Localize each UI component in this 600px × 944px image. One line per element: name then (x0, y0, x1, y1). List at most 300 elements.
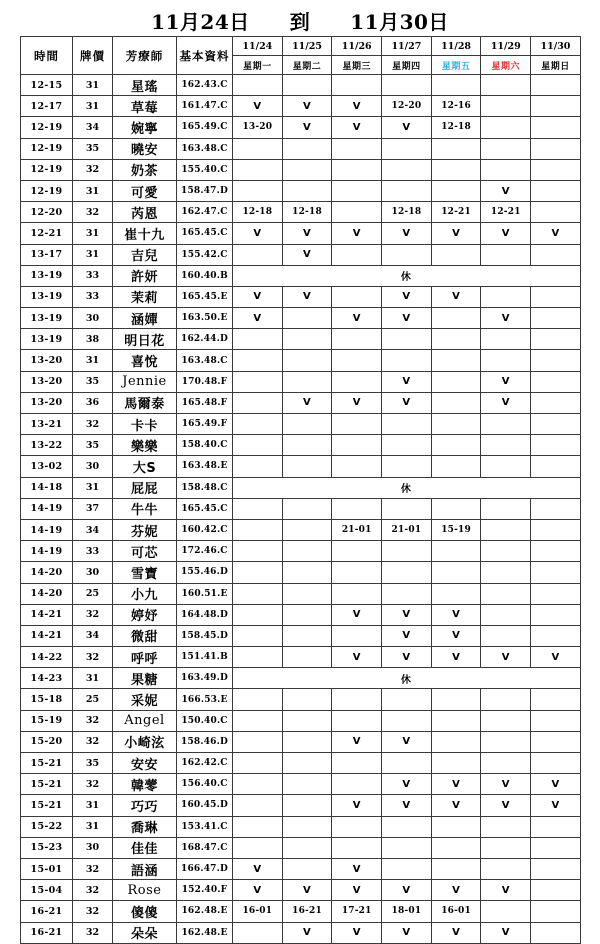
day-cell[interactable] (332, 371, 382, 392)
day-cell[interactable] (481, 498, 531, 519)
row-basic-info: 158.46.D (177, 731, 233, 752)
day-cell[interactable] (481, 456, 531, 477)
day-cell-mark[interactable]: V (431, 286, 481, 307)
day-cell[interactable] (282, 498, 332, 519)
day-cell[interactable] (332, 753, 382, 774)
day-cell[interactable] (332, 202, 382, 223)
day-cell-mark[interactable]: V (382, 371, 432, 392)
day-cell-mark[interactable]: V (481, 180, 531, 201)
day-cell[interactable] (481, 286, 531, 307)
day-cell[interactable] (233, 498, 283, 519)
day-cell[interactable] (382, 816, 432, 837)
day-cell[interactable] (332, 456, 382, 477)
day-cell-mark[interactable]: V (481, 647, 531, 668)
row-therapist-name: 小崎泫 (113, 731, 177, 752)
day-cell[interactable] (233, 138, 283, 159)
day-cell[interactable] (382, 837, 432, 858)
day-cell[interactable] (332, 774, 382, 795)
day-cell[interactable] (481, 519, 531, 540)
day-cell[interactable] (431, 308, 481, 329)
day-cell[interactable] (531, 858, 581, 879)
day-cell[interactable] (481, 625, 531, 646)
day-cell[interactable] (431, 350, 481, 371)
day-cell[interactable] (531, 541, 581, 562)
day-cell-mark[interactable]: V (481, 880, 531, 901)
day-cell[interactable] (382, 244, 432, 265)
day-cell[interactable]: 16-21 (282, 901, 332, 922)
day-cell-mark[interactable]: V (382, 731, 432, 752)
day-cell[interactable] (382, 435, 432, 456)
day-cell-mark[interactable]: V (382, 922, 432, 943)
row-time: 15-19 (21, 710, 73, 731)
row-time: 14-19 (21, 519, 73, 540)
row-therapist-name: 喜悅 (113, 350, 177, 371)
day-cell[interactable] (481, 350, 531, 371)
day-cell[interactable] (332, 562, 382, 583)
day-cell[interactable] (233, 731, 283, 752)
day-cell[interactable] (431, 498, 481, 519)
day-cell[interactable]: 12-21 (431, 202, 481, 223)
day-cell[interactable] (233, 456, 283, 477)
row-basic-info: 158.47.D (177, 180, 233, 201)
row-time: 15-21 (21, 753, 73, 774)
day-cell-mark[interactable]: V (382, 117, 432, 138)
day-cell-mark[interactable]: V (382, 392, 432, 413)
day-cell-mark[interactable]: V (282, 117, 332, 138)
day-cell[interactable] (481, 435, 531, 456)
row-price: 32 (73, 731, 113, 752)
table-row (21, 795, 581, 816)
day-cell[interactable] (481, 414, 531, 435)
day-cell[interactable] (233, 244, 283, 265)
day-cell[interactable] (481, 858, 531, 879)
day-cell[interactable] (431, 75, 481, 96)
row-time: 14-20 (21, 562, 73, 583)
day-cell[interactable] (431, 414, 481, 435)
day-cell[interactable]: 12-20 (382, 96, 432, 117)
day-cell[interactable] (233, 604, 283, 625)
day-cell[interactable] (332, 286, 382, 307)
day-cell[interactable] (431, 329, 481, 350)
day-cell-mark[interactable]: V (382, 308, 432, 329)
day-cell[interactable] (481, 244, 531, 265)
day-cell[interactable] (282, 456, 332, 477)
day-cell[interactable] (332, 350, 382, 371)
day-cell[interactable] (332, 435, 382, 456)
day-cell[interactable] (332, 498, 382, 519)
day-cell[interactable] (431, 244, 481, 265)
day-cell-mark[interactable]: V (332, 880, 382, 901)
day-cell[interactable] (531, 625, 581, 646)
day-cell[interactable] (233, 159, 283, 180)
day-cell[interactable] (282, 519, 332, 540)
day-cell-mark[interactable]: V (531, 795, 581, 816)
row-basic-info: 168.47.C (177, 837, 233, 858)
day-cell[interactable] (481, 583, 531, 604)
day-cell[interactable] (382, 753, 432, 774)
day-cell[interactable] (431, 816, 481, 837)
row-price: 25 (73, 689, 113, 710)
day-cell[interactable] (282, 371, 332, 392)
row-price: 35 (73, 138, 113, 159)
day-cell[interactable] (233, 180, 283, 201)
day-cell[interactable] (382, 350, 432, 371)
row-time: 15-22 (21, 816, 73, 837)
day-cell[interactable]: 16-01 (233, 901, 283, 922)
day-cell-mark[interactable]: V (382, 223, 432, 244)
day-cell[interactable] (531, 75, 581, 96)
day-cell[interactable] (332, 75, 382, 96)
day-cell[interactable] (233, 75, 283, 96)
day-cell[interactable] (481, 117, 531, 138)
day-cell[interactable] (282, 710, 332, 731)
day-cell[interactable] (282, 562, 332, 583)
day-cell[interactable] (531, 710, 581, 731)
day-cell-mark[interactable]: V (282, 244, 332, 265)
day-cell[interactable] (233, 625, 283, 646)
day-cell[interactable] (282, 753, 332, 774)
day-cell[interactable] (382, 159, 432, 180)
day-cell-mark[interactable]: V (233, 286, 283, 307)
row-price: 32 (73, 880, 113, 901)
day-cell[interactable] (481, 159, 531, 180)
row-basic-info: 161.47.C (177, 96, 233, 117)
day-cell-mark[interactable]: V (431, 625, 481, 646)
day-cell[interactable] (431, 456, 481, 477)
day-cell-mark[interactable]: V (282, 392, 332, 413)
day-cell[interactable] (332, 138, 382, 159)
day-cell[interactable] (531, 244, 581, 265)
day-cell[interactable] (481, 75, 531, 96)
day-cell[interactable] (431, 159, 481, 180)
day-cell[interactable] (282, 625, 332, 646)
day-cell-mark[interactable]: V (431, 795, 481, 816)
day-cell-mark[interactable]: V (431, 922, 481, 943)
day-cell[interactable] (233, 435, 283, 456)
day-cell[interactable]: 18-01 (382, 901, 432, 922)
day-cell[interactable] (431, 138, 481, 159)
day-cell[interactable] (531, 922, 581, 943)
day-cell[interactable] (282, 816, 332, 837)
day-cell[interactable] (431, 837, 481, 858)
day-cell[interactable] (531, 202, 581, 223)
day-cell-mark[interactable]: V (332, 604, 382, 625)
day-cell[interactable] (282, 138, 332, 159)
day-cell[interactable] (233, 753, 283, 774)
day-cell-mark[interactable]: V (282, 96, 332, 117)
day-cell[interactable] (431, 753, 481, 774)
row-therapist-name: 牛牛 (113, 498, 177, 519)
day-cell-mark[interactable]: V (233, 223, 283, 244)
day-cell[interactable] (233, 350, 283, 371)
day-cell[interactable] (282, 774, 332, 795)
day-cell-mark[interactable]: V (382, 286, 432, 307)
day-cell[interactable] (382, 414, 432, 435)
day-cell[interactable] (431, 858, 481, 879)
day-cell[interactable] (431, 731, 481, 752)
day-cell[interactable] (233, 392, 283, 413)
day-cell-mark[interactable]: V (282, 223, 332, 244)
day-cell-mark[interactable]: V (382, 795, 432, 816)
header-date-1129: 11/29 (481, 37, 531, 56)
day-cell-mark[interactable]: V (332, 731, 382, 752)
day-cell[interactable]: 21-01 (382, 519, 432, 540)
day-cell[interactable] (282, 604, 332, 625)
day-cell[interactable] (332, 180, 382, 201)
day-cell[interactable] (531, 392, 581, 413)
day-cell-mark[interactable]: V (332, 117, 382, 138)
row-basic-info: 162.48.E (177, 901, 233, 922)
day-cell[interactable] (531, 562, 581, 583)
day-cell[interactable] (531, 753, 581, 774)
day-cell-mark[interactable]: V (481, 223, 531, 244)
day-cell[interactable] (382, 329, 432, 350)
day-cell[interactable] (481, 604, 531, 625)
day-cell-mark[interactable]: V (481, 795, 531, 816)
header-weekday-thursday: 星期四 (382, 56, 432, 75)
day-cell[interactable] (332, 244, 382, 265)
day-cell-mark[interactable]: V (431, 774, 481, 795)
day-cell[interactable] (431, 689, 481, 710)
day-cell[interactable] (282, 858, 332, 879)
day-cell[interactable] (382, 498, 432, 519)
day-cell[interactable] (282, 689, 332, 710)
day-cell[interactable] (282, 350, 332, 371)
day-cell[interactable] (431, 541, 481, 562)
day-cell[interactable] (332, 329, 382, 350)
day-cell[interactable] (282, 414, 332, 435)
day-cell[interactable] (431, 371, 481, 392)
day-cell[interactable] (282, 583, 332, 604)
day-cell[interactable] (382, 75, 432, 96)
day-cell[interactable]: 12-18 (282, 202, 332, 223)
day-cell-mark[interactable]: V (531, 223, 581, 244)
day-cell[interactable] (431, 392, 481, 413)
day-cell-mark[interactable]: V (431, 604, 481, 625)
day-cell[interactable] (233, 541, 283, 562)
day-cell-mark[interactable]: V (431, 880, 481, 901)
day-cell[interactable] (531, 435, 581, 456)
row-therapist-name: 語涵 (113, 858, 177, 879)
day-cell[interactable] (531, 456, 581, 477)
day-cell[interactable] (481, 562, 531, 583)
table-row (21, 414, 581, 435)
day-cell[interactable] (332, 837, 382, 858)
day-cell[interactable] (481, 329, 531, 350)
day-cell[interactable]: 17-21 (332, 901, 382, 922)
day-cell[interactable] (481, 731, 531, 752)
day-cell[interactable] (233, 371, 283, 392)
day-cell[interactable] (382, 180, 432, 201)
day-cell[interactable]: 12-21 (481, 202, 531, 223)
day-cell[interactable] (282, 647, 332, 668)
day-cell-mark[interactable]: V (233, 308, 283, 329)
day-cell[interactable] (531, 689, 581, 710)
day-cell-mark[interactable]: V (332, 223, 382, 244)
day-cell-mark[interactable]: V (382, 625, 432, 646)
day-cell-mark[interactable]: V (332, 922, 382, 943)
day-cell[interactable] (531, 816, 581, 837)
day-cell[interactable] (531, 138, 581, 159)
day-cell-mark[interactable]: V (233, 858, 283, 879)
row-price: 38 (73, 329, 113, 350)
day-cell[interactable] (233, 795, 283, 816)
day-cell[interactable] (282, 159, 332, 180)
day-cell[interactable] (481, 138, 531, 159)
day-cell[interactable] (481, 901, 531, 922)
day-cell[interactable] (431, 435, 481, 456)
day-cell[interactable] (233, 710, 283, 731)
day-cell[interactable] (431, 562, 481, 583)
day-cell[interactable] (382, 710, 432, 731)
day-cell[interactable] (332, 159, 382, 180)
day-cell[interactable] (233, 329, 283, 350)
day-cell[interactable] (233, 689, 283, 710)
day-cell[interactable] (382, 541, 432, 562)
day-cell[interactable]: 13-20 (233, 117, 283, 138)
day-cell[interactable] (332, 689, 382, 710)
day-cell[interactable] (332, 710, 382, 731)
day-cell-mark[interactable]: V (481, 922, 531, 943)
day-cell-mark[interactable]: V (233, 880, 283, 901)
day-cell-mark[interactable]: V (481, 308, 531, 329)
day-cell[interactable]: 12-18 (431, 117, 481, 138)
day-cell[interactable] (382, 689, 432, 710)
day-cell[interactable] (481, 837, 531, 858)
day-cell[interactable] (282, 308, 332, 329)
row-basic-info: 158.40.C (177, 435, 233, 456)
day-cell[interactable] (531, 731, 581, 752)
day-cell[interactable] (233, 414, 283, 435)
day-cell[interactable] (531, 604, 581, 625)
day-cell[interactable] (233, 774, 283, 795)
day-cell[interactable] (481, 816, 531, 837)
day-cell[interactable] (531, 117, 581, 138)
day-cell[interactable] (233, 922, 283, 943)
day-cell-mark[interactable]: V (481, 774, 531, 795)
day-cell[interactable] (431, 180, 481, 201)
day-cell[interactable] (282, 541, 332, 562)
day-cell[interactable] (531, 371, 581, 392)
table-row (21, 880, 581, 901)
day-cell[interactable] (282, 795, 332, 816)
day-cell-mark[interactable]: V (481, 392, 531, 413)
day-cell-mark[interactable]: V (382, 880, 432, 901)
day-cell[interactable] (233, 519, 283, 540)
day-cell-mark[interactable]: V (282, 922, 332, 943)
day-cell[interactable] (481, 753, 531, 774)
row-basic-info: 160.51.E (177, 583, 233, 604)
day-cell[interactable] (481, 541, 531, 562)
day-cell[interactable]: 12-18 (382, 202, 432, 223)
table-row (21, 371, 581, 392)
day-cell[interactable] (282, 435, 332, 456)
day-cell-mark[interactable]: V (382, 647, 432, 668)
row-basic-info: 162.48.E (177, 922, 233, 943)
day-cell[interactable] (282, 180, 332, 201)
day-cell[interactable] (531, 414, 581, 435)
day-cell[interactable] (531, 880, 581, 901)
day-cell-mark[interactable]: V (531, 774, 581, 795)
day-cell[interactable] (382, 562, 432, 583)
day-cell[interactable]: 16-01 (431, 901, 481, 922)
day-cell[interactable] (332, 583, 382, 604)
day-cell[interactable] (531, 837, 581, 858)
day-cell[interactable] (531, 901, 581, 922)
day-cell[interactable] (531, 159, 581, 180)
row-time: 13-17 (21, 244, 73, 265)
row-basic-info: 165.49.C (177, 117, 233, 138)
day-cell-mark[interactable]: V (431, 647, 481, 668)
day-cell[interactable] (332, 816, 382, 837)
header-row-dates (21, 37, 581, 56)
day-cell-mark[interactable]: V (382, 774, 432, 795)
day-cell[interactable] (431, 583, 481, 604)
day-cell[interactable] (431, 710, 481, 731)
day-cell[interactable] (282, 329, 332, 350)
day-cell[interactable] (332, 541, 382, 562)
day-cell[interactable] (233, 562, 283, 583)
row-price: 34 (73, 117, 113, 138)
day-cell[interactable] (382, 583, 432, 604)
day-cell[interactable] (531, 286, 581, 307)
day-cell-mark[interactable]: V (481, 371, 531, 392)
day-cell[interactable] (233, 647, 283, 668)
day-cell[interactable]: 12-18 (233, 202, 283, 223)
day-cell[interactable] (531, 96, 581, 117)
day-cell-mark[interactable]: V (332, 96, 382, 117)
day-cell-mark[interactable]: V (282, 880, 332, 901)
day-cell[interactable] (481, 710, 531, 731)
day-cell[interactable] (282, 837, 332, 858)
day-cell[interactable] (282, 75, 332, 96)
day-cell-mark[interactable]: V (332, 858, 382, 879)
day-cell[interactable] (531, 519, 581, 540)
day-cell[interactable] (282, 731, 332, 752)
day-cell-mark[interactable]: V (282, 286, 332, 307)
day-cell[interactable] (531, 329, 581, 350)
day-cell-mark[interactable]: V (332, 308, 382, 329)
day-cell-mark[interactable]: V (332, 392, 382, 413)
day-cell[interactable] (233, 583, 283, 604)
day-cell[interactable] (481, 96, 531, 117)
day-cell[interactable] (332, 625, 382, 646)
day-cell[interactable] (531, 498, 581, 519)
table-row (21, 159, 581, 180)
day-cell[interactable] (233, 837, 283, 858)
day-cell-mark[interactable]: V (382, 604, 432, 625)
row-time: 16-21 (21, 901, 73, 922)
day-cell[interactable] (531, 308, 581, 329)
day-cell[interactable] (382, 858, 432, 879)
day-cell-mark[interactable]: V (332, 795, 382, 816)
day-cell[interactable] (531, 583, 581, 604)
day-cell[interactable]: 12-16 (431, 96, 481, 117)
day-cell[interactable] (382, 138, 432, 159)
day-cell[interactable] (531, 350, 581, 371)
day-cell[interactable]: 15-19 (431, 519, 481, 540)
day-cell-mark[interactable]: V (431, 223, 481, 244)
day-cell[interactable] (531, 180, 581, 201)
day-cell[interactable]: 21-01 (332, 519, 382, 540)
day-cell-mark[interactable]: V (332, 647, 382, 668)
day-cell-mark[interactable]: V (233, 96, 283, 117)
day-cell[interactable] (332, 414, 382, 435)
day-cell-mark[interactable]: V (531, 647, 581, 668)
day-cell[interactable] (481, 689, 531, 710)
day-cell[interactable] (233, 816, 283, 837)
day-cell[interactable] (382, 456, 432, 477)
